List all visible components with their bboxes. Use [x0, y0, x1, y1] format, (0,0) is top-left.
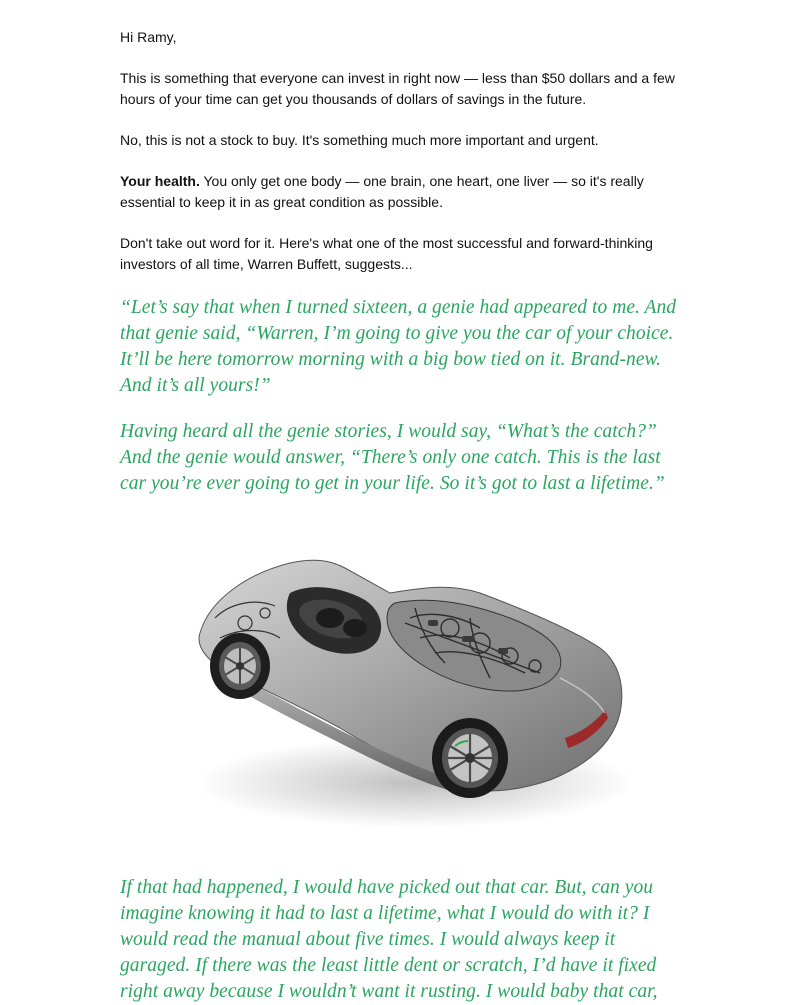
health-text: You only get one body — one brain, one heart, one liver — so it's really essential to keep it in as great condition as possible. [120, 173, 644, 210]
not-a-stock-paragraph: No, this is not a stock to buy. It's something much more important and urgent. [120, 132, 599, 148]
health-bold: Your health. [120, 173, 200, 189]
intro-paragraph: This is something that everyone can invest in right now — less than $50 dollars and a few hours of your time can get you thousands of dollars of savings in the future. [120, 70, 675, 107]
health-paragraph [120, 171, 682, 213]
buffett-quote-3: If that had happened, I would have picked out that car. But, can you imagine knowing it had to last a lifetime, what I would do with it? I would read the manual about five times. I would always keep it garaged. If there was the least little dent or scratch, I’d have it fixed right away because I wouldn’t want it rusting. I would baby that car, [120, 877, 658, 1002]
greeting: Hi Ramy, [120, 29, 177, 45]
buffett-quote-2: Having heard all the genie stories, I would say, “What’s the catch?” And the genie would answer, “There’s only one catch. This is the last car you’re ever going to get in your life. So it’s got to last a lifetime.” [120, 421, 665, 494]
buffett-intro-paragraph: Don't take out word for it. Here's what one of the most successful and forward-thinking investors of all time, Warren Buffett, suggests... [120, 235, 653, 272]
car-illustration-icon [180, 548, 630, 833]
sports-car-cutaway-image [180, 548, 630, 833]
buffett-quote-1: “Let’s say that when I turned sixteen, a genie had appeared to me. And that genie said, “Warren, I’m going to give you the car of your choice. It’ll be here tomorrow morning with a big bow tied on it. Brand-new. And it’s all yours!” [120, 297, 677, 396]
